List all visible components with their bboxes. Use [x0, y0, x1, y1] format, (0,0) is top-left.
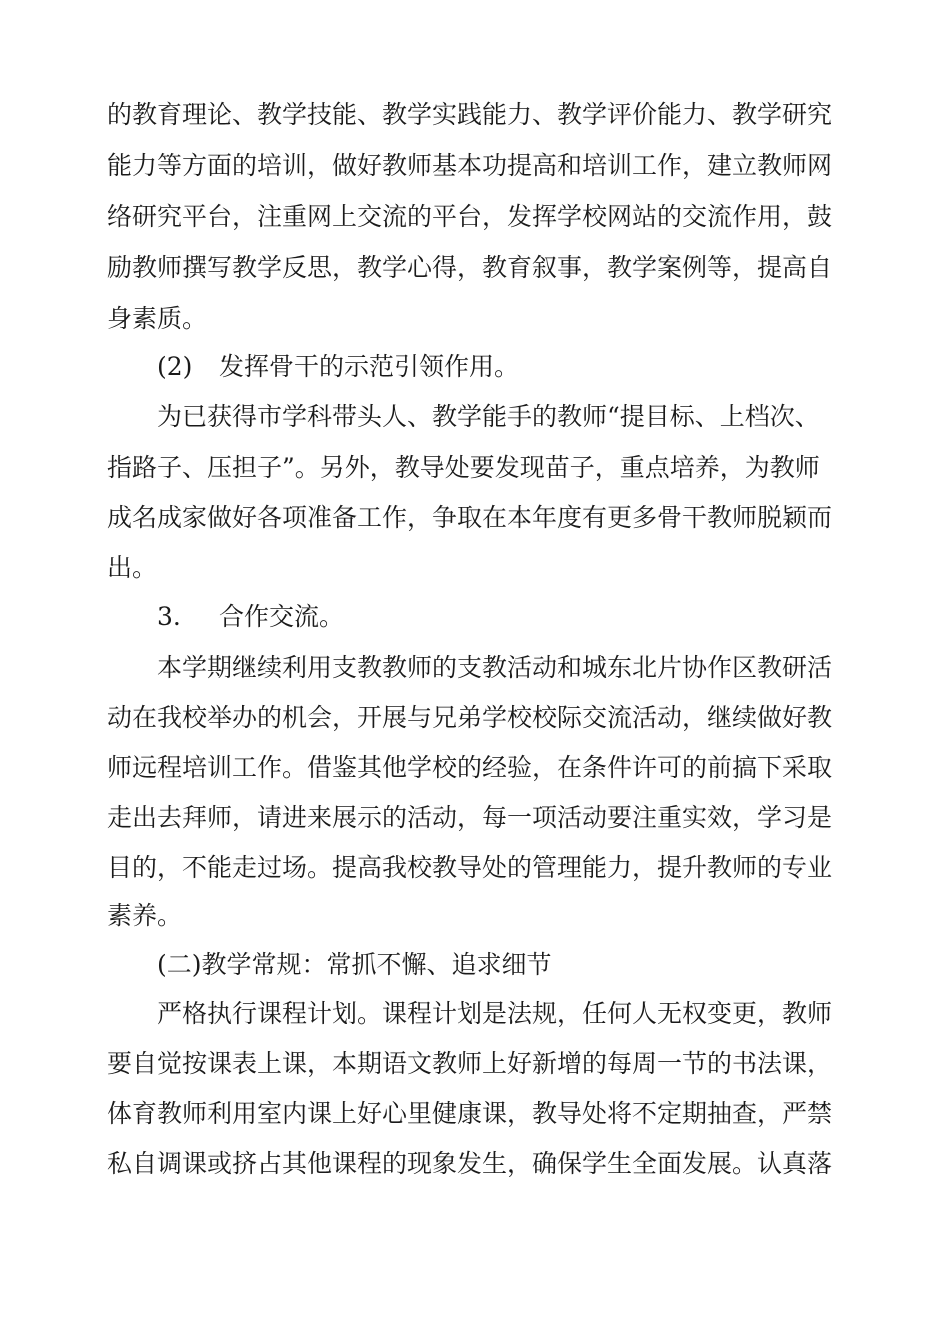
section-heading	[157, 600, 344, 634]
paragraph-line: 身素质。	[107, 304, 208, 333]
paragraph-line: 目的，不能走过场。提高我校教导处的管理能力，提升教师的专业	[107, 853, 833, 882]
paragraph-line: 励教师撰写教学反思，教学心得，教育叙事，教学案例等，提高自	[107, 253, 833, 282]
paragraph-line: 络研究平台，注重网上交流的平台，发挥学校网站的交流作用，鼓	[107, 202, 833, 231]
paragraph-line: 为已获得市学科带头人、教学能手的教师“提目标、上档次、	[157, 402, 820, 431]
paragraph-line: 出。	[107, 553, 158, 582]
paragraph-line: 体育教师利用室内课上好心里健康课，教导处将不定期抽查，严禁	[107, 1099, 833, 1128]
paragraph-line: 的教育理论、教学技能、教学实践能力、教学评价能力、教学研究	[107, 100, 833, 129]
paragraph-line: 要自觉按课表上课，本期语文教师上好新增的每周一节的书法课，	[107, 1049, 833, 1078]
heading-number: (2)	[157, 352, 193, 381]
heading-text: 合作交流。	[219, 602, 345, 631]
paragraph-line: 私自调课或挤占其他课程的现象发生，确保学生全面发展。认真落	[107, 1149, 833, 1178]
section-heading	[157, 948, 552, 982]
paragraph-line: 严格执行课程计划。课程计划是法规，任何人无权变更，教师	[157, 999, 833, 1028]
paragraph-line: 走出去拜师，请进来展示的活动，每一项活动要注重实效，学习是	[107, 803, 833, 832]
paragraph-line: 本学期继续利用支教教师的支教活动和城东北片协作区教研活	[157, 653, 833, 682]
paragraph-line: 指路子、压担子”。另外，教导处要发现苗子，重点培养，为教师	[107, 453, 820, 482]
paragraph-line: 素养。	[107, 901, 183, 930]
paragraph-line: 能力等方面的培训，做好教师基本功提高和培训工作，建立教师网	[107, 151, 833, 180]
heading-text: 发挥骨干的示范引领作用。	[219, 352, 520, 381]
heading-number: 3.	[157, 602, 181, 631]
paragraph-line: 动在我校举办的机会，开展与兄弟学校校际交流活动，继续做好教	[107, 703, 833, 732]
paragraph-line: 师远程培训工作。借鉴其他学校的经验，在条件许可的前搞下采取	[107, 753, 833, 782]
heading-text: (二)教学常规：常抓不懈、追求细节	[157, 950, 552, 979]
paragraph-line: 成名成家做好各项准备工作，争取在本年度有更多骨干教师脱颖而	[107, 503, 833, 532]
section-heading	[157, 350, 519, 384]
